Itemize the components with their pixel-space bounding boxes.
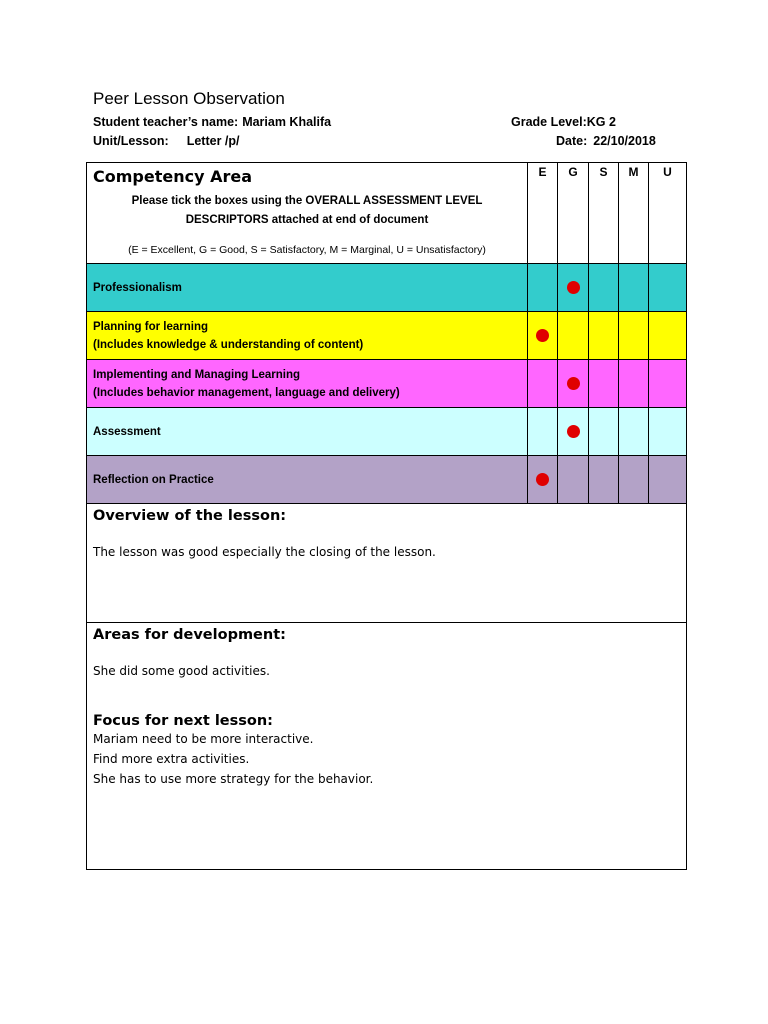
focus-line-2: Find more extra activities. [93, 752, 250, 766]
student-name-label: Student teacher’s name: [93, 115, 239, 129]
column-header-s: S [589, 163, 619, 264]
unit-lesson-value: Letter /p/ [186, 134, 240, 148]
instruction-line-2: DESCRIPTORS attached at end of document [185, 214, 429, 226]
competency-name: Planning for learning [93, 320, 209, 333]
rating-cell-g[interactable] [558, 360, 589, 408]
rating-cell-e[interactable] [528, 408, 558, 456]
competency-row [87, 312, 687, 360]
date-value: 22/10/2018 [593, 134, 656, 148]
rating-cell-g[interactable] [558, 456, 589, 504]
grade-level-field [511, 115, 616, 129]
student-name-value: Mariam Khalifa [242, 115, 332, 129]
instruction-text [87, 192, 527, 230]
rating-mark-dot [536, 329, 549, 342]
competency-label [87, 312, 528, 360]
competency-label [87, 360, 528, 408]
table-header-row [87, 163, 687, 264]
competency-description: (Includes behavior management, language and delivery) [93, 386, 400, 399]
rating-cell-u[interactable] [649, 312, 687, 360]
rating-cell-e[interactable] [528, 312, 558, 360]
rating-cell-m[interactable] [619, 456, 649, 504]
rating-cell-u[interactable] [649, 456, 687, 504]
rating-cell-s[interactable] [589, 456, 619, 504]
rating-cell-u[interactable] [649, 360, 687, 408]
date-label: Date: [556, 134, 588, 148]
overview-section [87, 504, 687, 623]
rating-mark-dot [536, 473, 549, 486]
rating-cell-s[interactable] [589, 312, 619, 360]
focus-heading: Focus for next lesson: [93, 713, 273, 729]
rating-cell-u[interactable] [649, 264, 687, 312]
overview-heading: Overview of the lesson: [93, 508, 287, 524]
rating-cell-s[interactable] [589, 264, 619, 312]
rating-mark-dot [567, 377, 580, 390]
date-field [556, 134, 656, 148]
rating-cell-g[interactable] [558, 264, 589, 312]
column-header-g: G [558, 163, 589, 264]
focus-line-1: Mariam need to be more interactive. [93, 732, 314, 746]
competency-row [87, 360, 687, 408]
rating-cell-s[interactable] [589, 360, 619, 408]
grade-level-label: Grade Level: [511, 115, 587, 129]
rating-cell-s[interactable] [589, 408, 619, 456]
overview-text: The lesson was good especially the closing of the lesson. [93, 545, 436, 559]
competency-area-title: Competency Area [93, 167, 253, 186]
competency-row [87, 264, 687, 312]
column-header-u: U [649, 163, 687, 264]
competency-name: Professionalism [93, 281, 182, 294]
rating-mark-dot [567, 425, 580, 438]
column-header-e: E [528, 163, 558, 264]
competency-header-cell [87, 163, 528, 264]
development-heading: Areas for development: [93, 627, 286, 643]
rating-cell-e[interactable] [528, 456, 558, 504]
rating-cell-m[interactable] [619, 312, 649, 360]
rating-legend: (E = Excellent, G = Good, S = Satisfactory, M = Marginal, U = Unsatisfactory) [128, 244, 486, 256]
focus-line-3: She has to use more strategy for the behavior. [93, 772, 374, 786]
competency-table [86, 162, 687, 870]
rating-cell-u[interactable] [649, 408, 687, 456]
rating-cell-g[interactable] [558, 312, 589, 360]
rating-cell-m[interactable] [619, 408, 649, 456]
rating-cell-e[interactable] [528, 264, 558, 312]
page-title: Peer Lesson Observation [93, 89, 285, 108]
rating-cell-m[interactable] [619, 360, 649, 408]
rating-cell-m[interactable] [619, 264, 649, 312]
rating-cell-e[interactable] [528, 360, 558, 408]
competency-label [87, 408, 528, 456]
grade-level-value: KG 2 [586, 115, 616, 129]
competency-name: Reflection on Practice [93, 473, 214, 486]
competency-label [87, 264, 528, 312]
competency-row [87, 408, 687, 456]
unit-lesson-label: Unit/Lesson: [93, 134, 169, 148]
competency-name: Assessment [93, 425, 161, 438]
competency-row [87, 456, 687, 504]
competency-description: (Includes knowledge & understanding of content) [93, 338, 364, 351]
competency-label [87, 456, 528, 504]
instruction-line-1: Please tick the boxes using the OVERALL ASSESSMENT LEVEL [131, 195, 483, 207]
rating-mark-dot [567, 281, 580, 294]
development-section [87, 623, 687, 870]
student-name-field [93, 115, 331, 129]
development-text: She did some good activities. [93, 664, 270, 678]
unit-lesson-field [93, 134, 240, 148]
rating-cell-g[interactable] [558, 408, 589, 456]
column-header-m: M [619, 163, 649, 264]
competency-name: Implementing and Managing Learning [93, 368, 301, 381]
